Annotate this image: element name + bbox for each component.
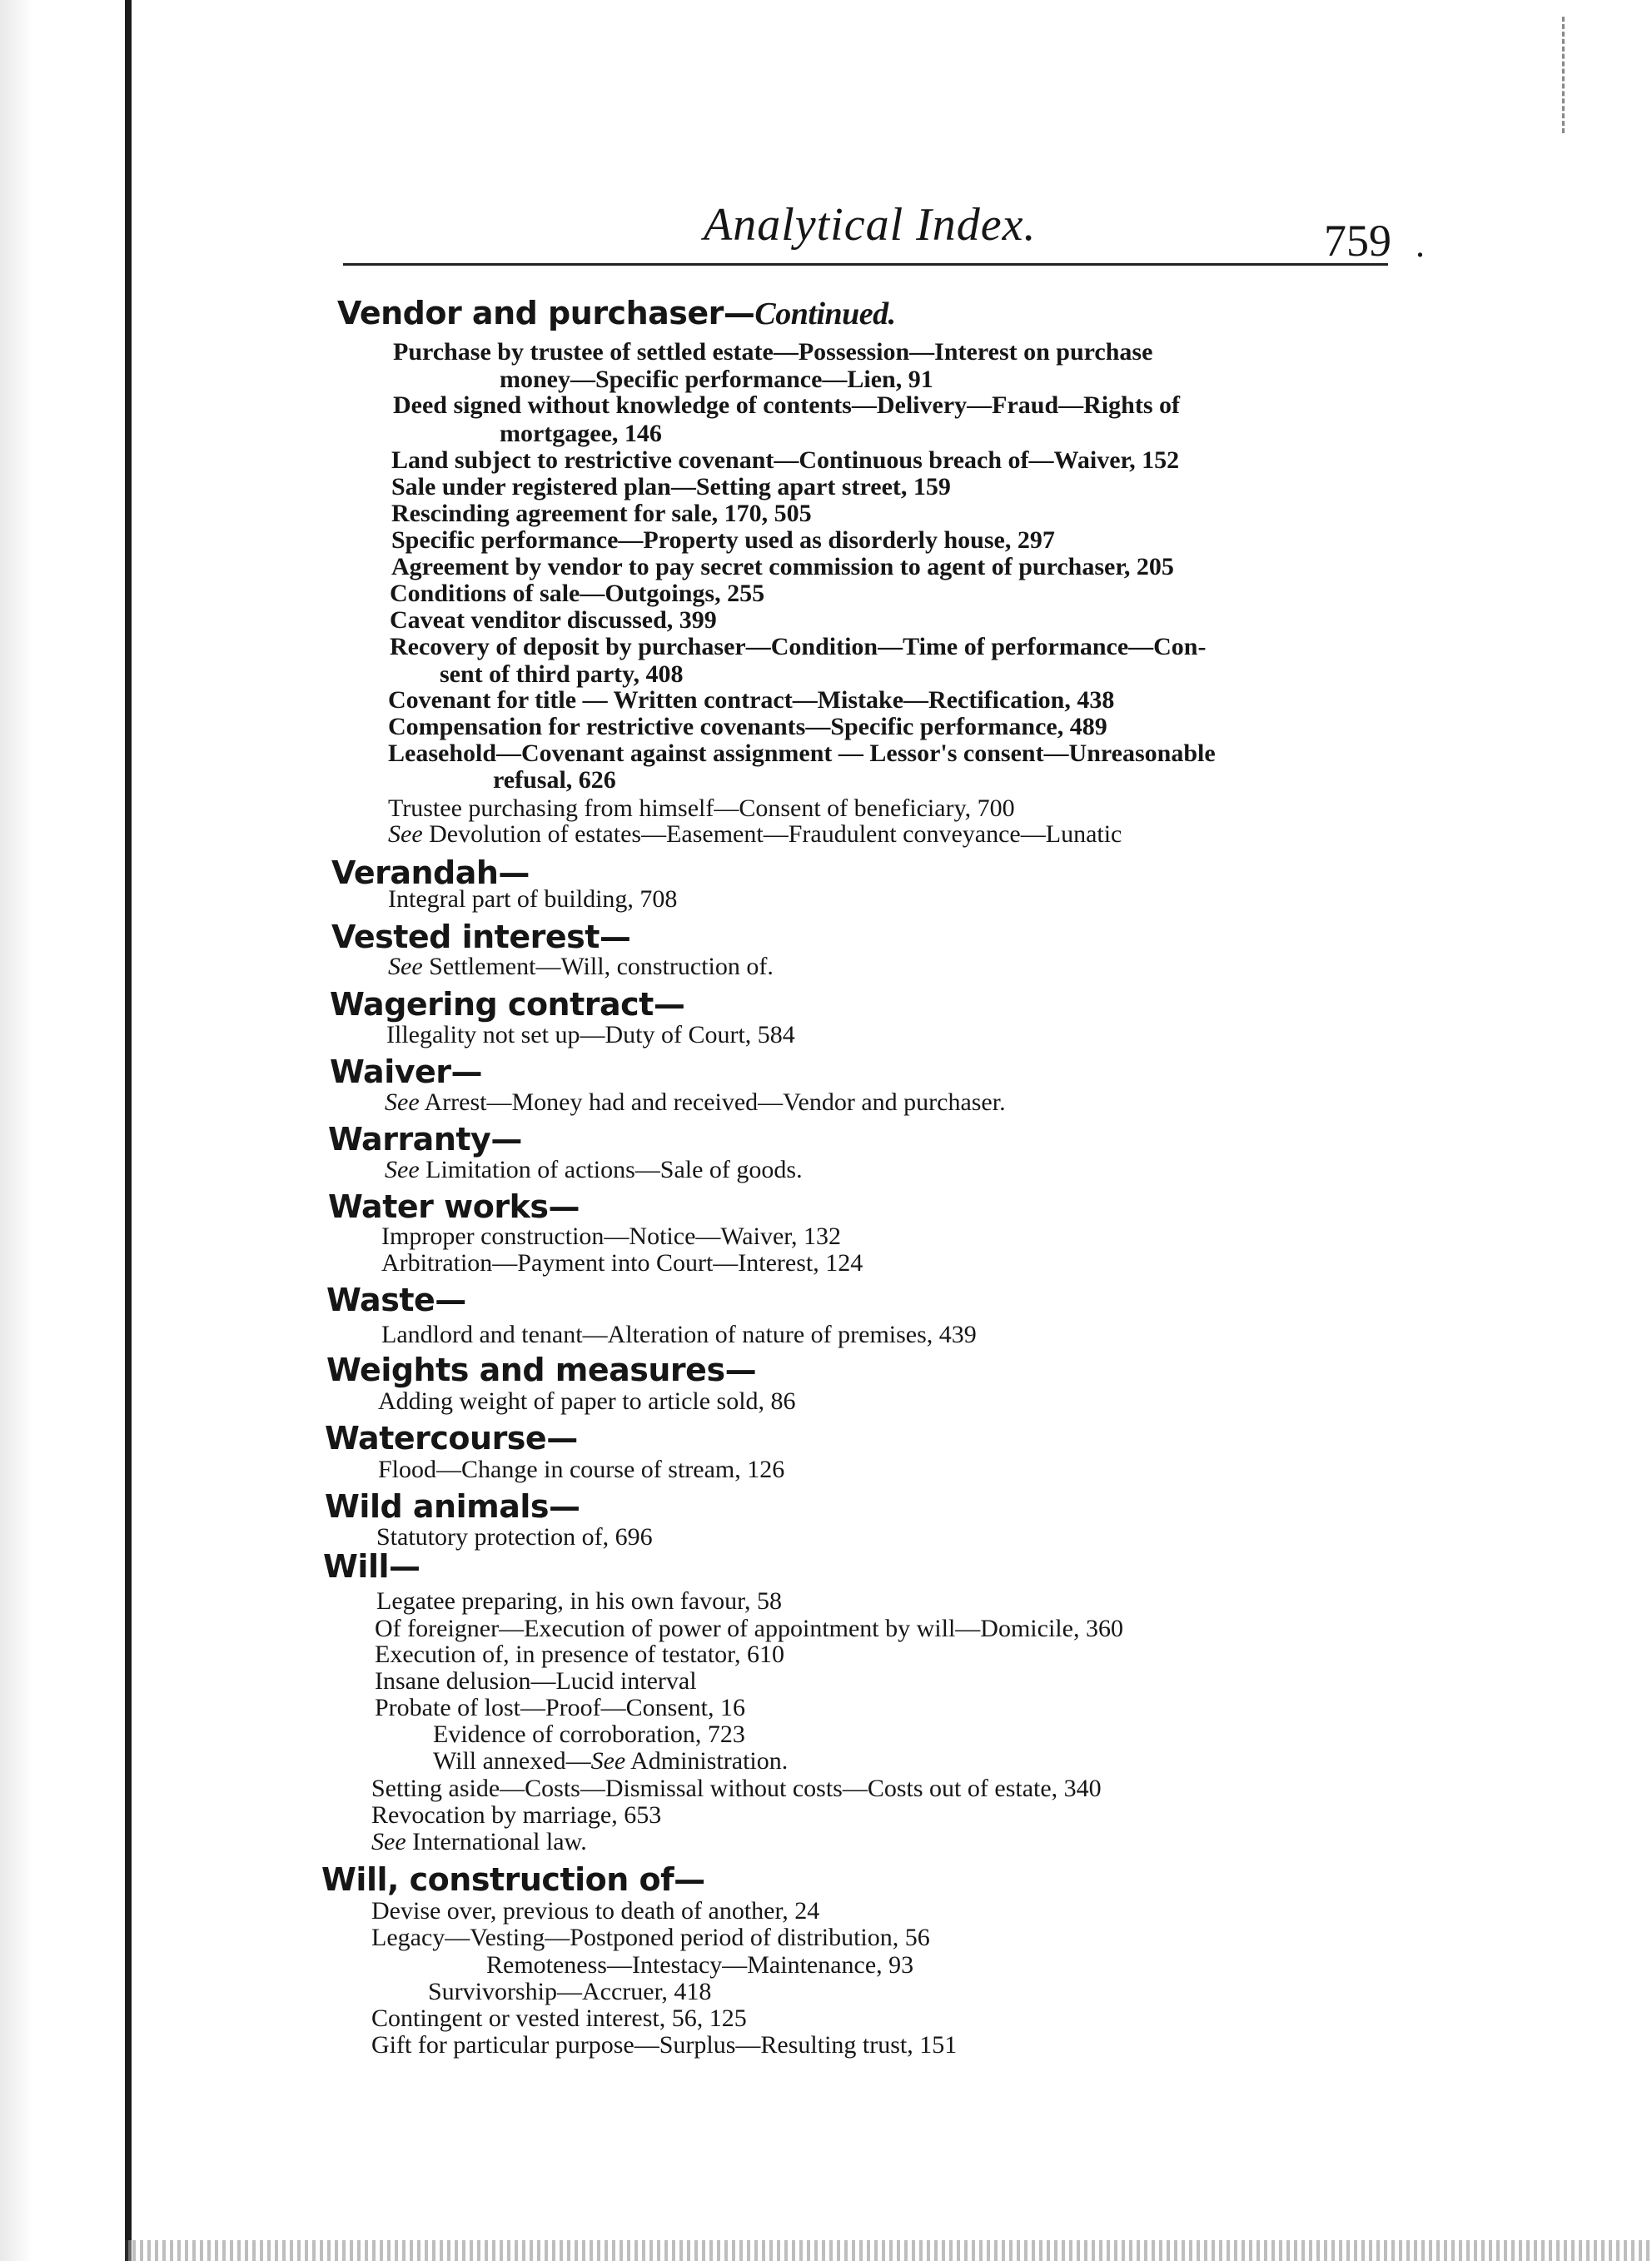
index-subentry: Execution of, in presence of testator, 610 [375,1641,784,1668]
header-rule [343,263,1388,266]
index-subentry: Revocation by marriage, 653 [371,1801,662,1829]
index-subentry: Improper construction—Notice—Waiver, 132 [381,1223,842,1250]
index-subentry: Remoteness—Intestacy—Maintenance, 93 [486,1951,914,1979]
index-subentry: Arbitration—Payment into Court—Interest, 124 [381,1249,863,1277]
index-heading: Water works— [328,1188,580,1225]
index-subentry: Evidence of corroboration, 723 [433,1721,745,1748]
index-cross-reference: See Limitation of actions—Sale of goods. [385,1156,803,1183]
index-subentry: Gift for particular purpose—Surplus—Resulting trust, 151 [371,2031,958,2059]
index-subentry: sent of third party, 408 [440,660,684,688]
index-subentry: Setting aside—Costs—Dismissal without costs—Costs out of estate, 340 [371,1775,1102,1802]
index-subentry: refusal, 626 [493,766,616,794]
page-scan-bottom-edge [125,2240,1652,2261]
index-heading: Watercourse— [325,1420,578,1457]
header-mark: . [1416,224,1425,265]
page-scan-right-marks [1562,17,1565,133]
index-subentry: Adding weight of paper to article sold, 86 [378,1387,796,1415]
page-number: 759 [1324,216,1391,266]
index-subentry: Survivorship—Accruer, 418 [428,1978,712,2005]
index-subentry: Illegality not set up—Duty of Court, 584 [386,1021,795,1048]
index-cross-reference: See Devolution of estates—Easement—Fraudulent conveyance—Lunatic [388,820,1122,848]
index-subentry: Recovery of deposit by purchaser—Condition—Time of performance—Con- [390,633,1207,660]
index-subentry: Trustee purchasing from himself—Consent of beneficiary, 700 [388,794,1015,822]
index-subentry: Devise over, previous to death of another, 24 [371,1897,820,1925]
index-subentry: Legacy—Vesting—Postponed period of distribution, 56 [371,1924,930,1951]
index-subentry: Contingent or vested interest, 56, 125 [371,2005,747,2032]
index-subentry: Probate of lost—Proof—Consent, 16 [375,1694,745,1721]
index-heading: Will, construction of— [321,1861,705,1898]
index-subentry: Leasehold—Covenant against assignment — Lessor's consent—Unreasonable [388,740,1216,767]
index-heading: Warranty— [328,1121,522,1158]
index-subentry: Conditions of sale—Outgoings, 255 [390,580,765,607]
index-subentry: Caveat venditor discussed, 399 [390,606,717,634]
index-subentry: Will annexed—See Administration. [433,1747,789,1775]
index-subentry: Of foreigner—Execution of power of appointment by will—Domicile, 360 [375,1615,1123,1642]
index-subentry: Purchase by trustee of settled estate—Possession—Interest on purchase [393,338,1153,366]
index-heading: Wild animals— [325,1488,580,1525]
index-heading: Wagering contract— [330,986,685,1023]
index-cross-reference: See International law. [371,1828,587,1855]
page-scan-left-edge [0,0,125,2261]
index-subentry: Insane delusion—Lucid interval [375,1667,697,1695]
index-subentry: Flood—Change in course of stream, 126 [378,1456,785,1483]
index-heading: Verandah— [331,854,530,891]
index-heading: Weights and measures— [326,1352,757,1388]
index-subentry: Land subject to restrictive covenant—Continuous breach of—Waiver, 152 [391,446,1180,474]
index-subentry: Compensation for restrictive covenants—Specific performance, 489 [388,713,1107,740]
index-heading: Will— [323,1548,420,1585]
index-heading: Waste— [326,1282,466,1318]
index-subentry: Covenant for title — Written contract—Mistake—Rectification, 438 [388,686,1115,714]
index-heading: Vested interest— [331,919,631,955]
index-subentry: Rescinding agreement for sale, 170, 505 [391,500,812,527]
index-subentry: Landlord and tenant—Alteration of nature of premises, 439 [381,1321,977,1348]
index-subentry: Specific performance—Property used as disorderly house, 297 [391,526,1055,554]
index-subentry: money—Specific performance—Lien, 91 [500,366,933,393]
index-subentry: Legatee preparing, in his own favour, 58 [376,1587,782,1615]
index-subentry: Integral part of building, 708 [388,885,678,913]
index-subentry: mortgagee, 146 [500,420,662,447]
running-title: Analytical Index. [704,199,1037,251]
index-subentry: Statutory protection of, 696 [376,1523,653,1551]
page-binding-line [125,0,132,2261]
index-cross-reference: See Settlement—Will, construction of. [388,953,774,980]
index-heading: Waiver— [330,1053,483,1090]
index-cross-reference: See Arrest—Money had and received—Vendor and purchaser. [385,1088,1006,1116]
index-subentry: Sale under registered plan—Setting apart street, 159 [391,473,951,501]
index-heading: Vendor and purchaser—Continued. [337,295,896,331]
index-subentry: Agreement by vendor to pay secret commission to agent of purchaser, 205 [391,553,1174,580]
index-subentry: Deed signed without knowledge of contents—Delivery—Fraud—Rights of [393,391,1180,419]
